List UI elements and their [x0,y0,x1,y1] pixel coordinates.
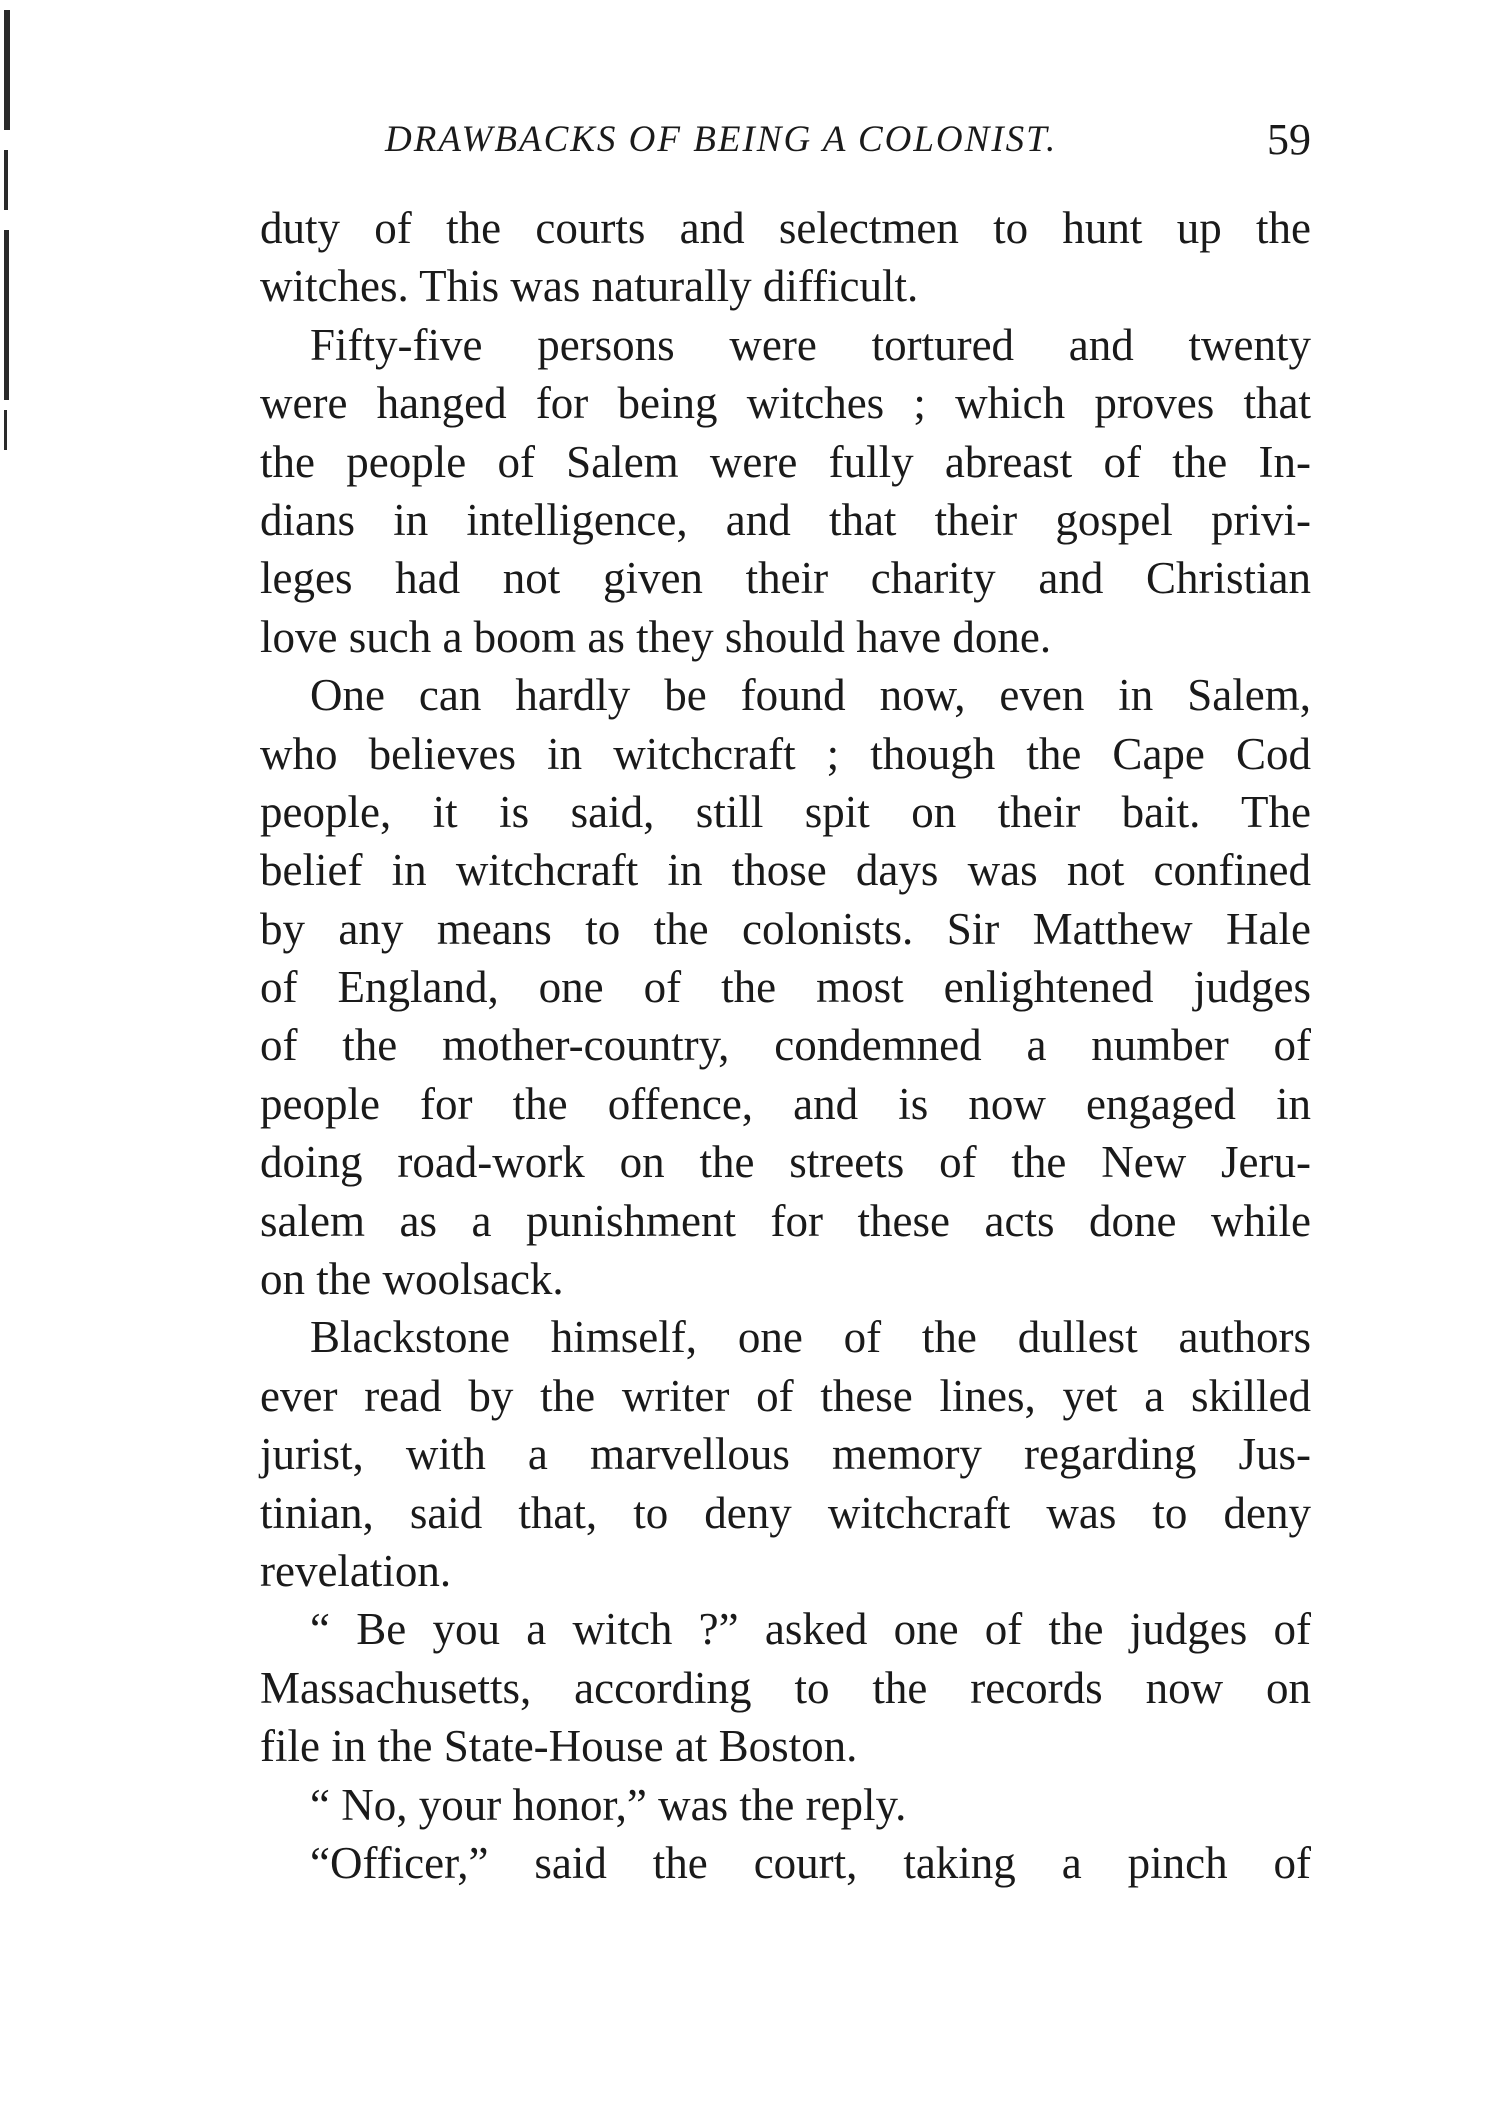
binding-shadow-mark [4,150,8,210]
text-line: witches. This was naturally difficult. [260,261,919,312]
text-line: duty of the courts and selectmen to hunt up the [260,203,1311,253]
text-line: dians in intelligence, and that their gospel privi- [260,494,1311,545]
text-line: people, it is said, still spit on their bait. The [260,786,1311,837]
text-line: of England, one of the most enlightened judges [260,962,1311,1013]
binding-shadow-mark [4,10,10,130]
text-line: Massachusetts, according to the records now on [260,1662,1311,1713]
text-line: “ No, your honor,” was the reply. [310,1779,907,1830]
body-text [260,199,1311,1892]
text-line: of the mother-country, condemned a number of [260,1020,1311,1071]
text-line: love such a boom as they should have done. [260,611,1052,662]
text-line: Blackstone himself, one of the dullest authors [310,1312,1311,1363]
text-line: ever read by the writer of these lines, yet a skilled [260,1370,1311,1421]
text-line: tinian, said that, to deny witchcraft was to deny [260,1487,1311,1538]
text-line: people for the offence, and is now engaged in [260,1078,1311,1129]
text-line: “Officer,” said the court, taking a pinch of [310,1837,1311,1888]
text-line: file in the State-House at Boston. [260,1721,858,1772]
text-line: leges had not given their charity and Christian [260,553,1311,604]
running-head [385,115,1311,178]
text-line: “ Be you a witch ?” asked one of the judges of [310,1604,1311,1655]
binding-shadow-mark [4,230,9,400]
text-line: the people of Salem were fully abreast of the In- [260,436,1311,487]
text-line: One can hardly be found now, even in Salem, [310,670,1311,721]
running-title: DRAWBACKS OF BEING A COLONIST. [385,119,1058,160]
text-line: doing road-work on the streets of the New Jeru- [260,1137,1311,1188]
page-number: 59 [1267,115,1311,164]
text-line: jurist, with a marvellous memory regarding Jus- [260,1429,1311,1480]
text-line: on the woolsack. [260,1254,564,1305]
page-gutter [0,0,22,2101]
text-line: salem as a punishment for these acts done while [260,1195,1311,1246]
text-line: by any means to the colonists. Sir Matthew Hale [260,903,1311,954]
binding-shadow-mark [4,410,7,450]
text-line: Fifty-five persons were tortured and twenty [310,319,1311,370]
text-line: revelation. [260,1545,452,1596]
text-line: who believes in witchcraft ; though the Cape Cod [260,728,1311,779]
text-line: belief in witchcraft in those days was not confined [260,845,1311,896]
text-line: were hanged for being witches ; which proves that [260,378,1311,429]
